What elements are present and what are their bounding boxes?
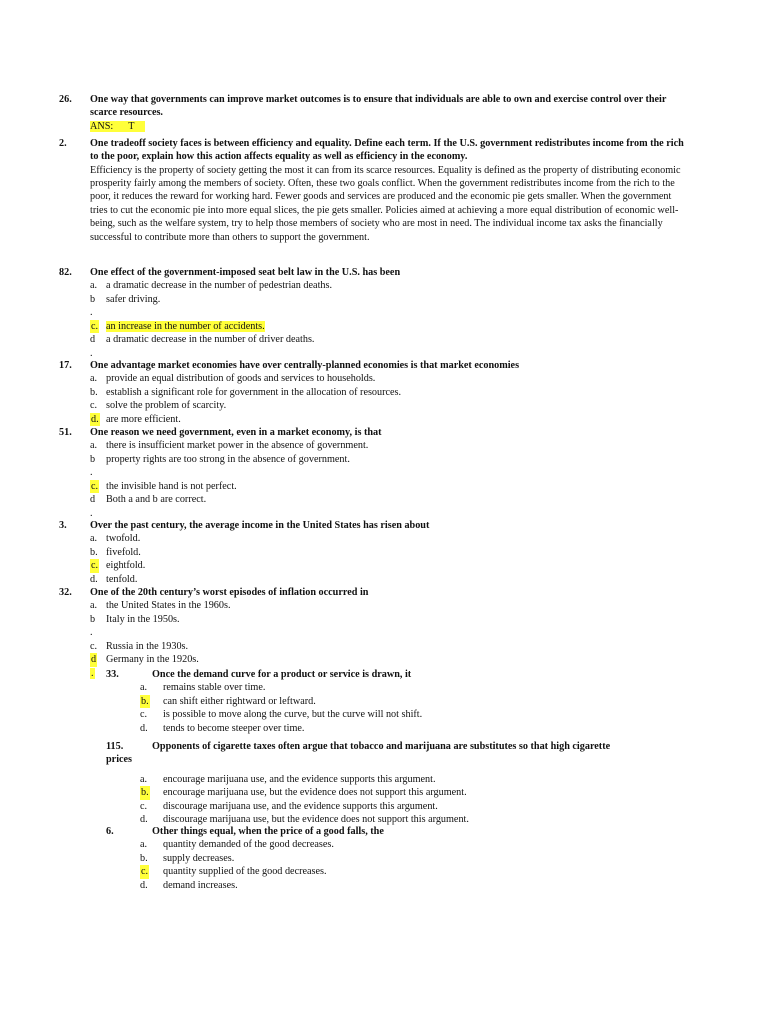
option-d-dot xyxy=(90,667,95,681)
question-stem: Other things equal, when the price of a good falls, the xyxy=(152,826,384,837)
option-b-dot xyxy=(90,306,689,320)
option-c-correct xyxy=(140,865,686,879)
option-letter: c. xyxy=(91,320,99,332)
options-list xyxy=(140,681,686,735)
option-letter: b. xyxy=(90,386,98,398)
option-letter: c. xyxy=(90,640,98,652)
option-d xyxy=(90,493,689,507)
question-51 xyxy=(59,426,689,520)
option-text: establish a significant role for government in the allocation of resources. xyxy=(106,386,402,398)
option-a xyxy=(140,773,686,787)
option-b xyxy=(90,546,689,560)
option-letter: b. xyxy=(141,695,149,707)
question-17 xyxy=(59,359,689,426)
question-number: 115. xyxy=(106,741,124,752)
option-letter: b xyxy=(90,293,96,305)
option-a xyxy=(90,372,689,386)
options-list xyxy=(90,439,689,520)
option-text: can shift either rightward or leftward. xyxy=(163,695,316,707)
option-letter: . xyxy=(90,347,93,359)
question-stem: One of the 20th century’s worst episodes of inflation occurred in xyxy=(90,587,369,598)
options-list xyxy=(140,773,686,827)
option-text: is possible to move along the curve, but the curve will not shift. xyxy=(163,709,423,721)
options-list xyxy=(90,372,689,426)
option-text: safer driving. xyxy=(106,293,161,305)
question-number: 82. xyxy=(59,267,72,278)
option-c xyxy=(140,708,686,722)
option-letter: . xyxy=(90,507,93,519)
question-number: 33. xyxy=(106,669,119,680)
question-number: 6. xyxy=(106,826,114,837)
option-a xyxy=(90,599,689,613)
option-text: fivefold. xyxy=(106,546,141,558)
option-c-correct xyxy=(90,480,689,494)
option-text: an increase in the number of accidents. xyxy=(106,320,265,332)
question-stem: Opponents of cigarette taxes often argue that tobacco and marijuana are substitutes so that high cigarette xyxy=(152,741,611,752)
options-list xyxy=(90,599,689,667)
option-text: Germany in the 1920s. xyxy=(106,654,199,666)
option-text: encourage marijuana use, and the evidence supports this argument. xyxy=(163,773,436,785)
option-b-correct xyxy=(140,786,686,800)
option-text: tends to become steeper over time. xyxy=(163,722,305,734)
option-letter: b. xyxy=(90,546,98,558)
question-stem: One way that governments can improve market outcomes is to ensure that individuals are able to own and exercise control over their scarce resources. xyxy=(90,94,667,119)
question-82 xyxy=(59,266,689,360)
option-c xyxy=(90,640,689,654)
option-a xyxy=(90,532,689,546)
question-26 xyxy=(59,93,689,133)
question-number: 17. xyxy=(59,360,72,371)
question-stem: One advantage market economies have over centrally-planned economies is that market economies xyxy=(90,360,520,371)
option-text: a dramatic decrease in the number of driver deaths. xyxy=(106,334,315,346)
option-letter: . xyxy=(90,627,93,639)
option-letter: c. xyxy=(91,480,99,492)
question-stem: Over the past century, the average income in the United States has risen about xyxy=(90,520,430,531)
option-b-dot xyxy=(90,466,689,480)
option-text: supply decreases. xyxy=(163,852,235,864)
options-list xyxy=(90,279,689,360)
question-33 xyxy=(106,668,686,735)
option-letter: . xyxy=(90,307,93,319)
option-text: quantity supplied of the good decreases. xyxy=(163,866,327,878)
option-letter: d. xyxy=(91,413,99,425)
option-text: property rights are too strong in the absence of government. xyxy=(106,453,350,465)
option-text: are more efficient. xyxy=(106,413,181,425)
question-stem: One tradeoff society faces is between efficiency and equality. Define each term. If the U.S. government redistributes income from the rich to the poor, explain how this action affects equality as well as efficiency in the economy. xyxy=(90,138,684,163)
option-text: demand increases. xyxy=(163,879,238,891)
question-number: 51. xyxy=(59,427,72,438)
option-text: discourage marijuana use, and the evidence supports this argument. xyxy=(163,800,438,812)
option-letter: . xyxy=(90,467,93,479)
option-letter: a. xyxy=(90,440,98,452)
question-number: 26. xyxy=(59,94,72,105)
option-letter: c. xyxy=(140,709,148,721)
option-text: solve the problem of scarcity. xyxy=(106,400,227,412)
option-text: discourage marijuana use, but the evidence does not support this argument. xyxy=(163,814,469,826)
option-text: a dramatic decrease in the number of pedestrian deaths. xyxy=(106,280,333,292)
option-letter: d xyxy=(90,334,96,346)
option-a xyxy=(140,838,686,852)
option-b-dot xyxy=(90,626,689,640)
option-letter: c. xyxy=(140,800,148,812)
option-letter: d. xyxy=(140,722,148,734)
option-a xyxy=(90,439,689,453)
option-text: there is insufficient market power in the absence of government. xyxy=(106,440,369,452)
option-letter: d. xyxy=(140,879,148,891)
option-text: quantity demanded of the good decreases. xyxy=(163,839,334,851)
option-letter: b. xyxy=(140,852,148,864)
option-letter: d. xyxy=(140,814,148,826)
option-text: twofold. xyxy=(106,533,141,545)
option-b xyxy=(140,852,686,866)
question-number: 2. xyxy=(59,138,67,149)
option-letter: d xyxy=(90,494,96,506)
option-c-correct xyxy=(90,320,689,334)
option-text: provide an equal distribution of goods and services to households. xyxy=(106,373,376,385)
option-text: encourage marijuana use, but the evidence does not support this argument. xyxy=(163,787,467,799)
option-b-correct xyxy=(140,695,686,709)
option-letter: c. xyxy=(90,400,98,412)
option-d-correct xyxy=(90,413,689,427)
option-letter: a. xyxy=(90,373,98,385)
option-letter: . xyxy=(91,668,94,679)
option-letter: a. xyxy=(140,682,148,694)
option-c-correct xyxy=(90,559,689,573)
option-letter: c. xyxy=(141,866,149,878)
option-c xyxy=(140,800,686,814)
answer-key: ANS: T xyxy=(90,121,145,132)
option-letter: d. xyxy=(90,573,98,585)
question-6 xyxy=(106,825,686,892)
question-115 xyxy=(106,740,686,827)
question-stem: One effect of the government-imposed seat belt law in the U.S. has been xyxy=(90,267,401,278)
option-text: Both a and b are correct. xyxy=(106,494,207,506)
option-letter: b xyxy=(90,453,96,465)
option-d xyxy=(90,573,689,587)
option-c xyxy=(90,399,689,413)
options-list xyxy=(90,532,689,586)
question-stem: Once the demand curve for a product or service is drawn, it xyxy=(152,669,412,680)
question-2 xyxy=(59,137,689,244)
option-d xyxy=(140,879,686,893)
option-a xyxy=(90,279,689,293)
option-d xyxy=(90,333,689,347)
question-number: 3. xyxy=(59,520,67,531)
option-letter: c. xyxy=(91,560,99,572)
option-b xyxy=(90,453,689,467)
option-text: remains stable over time. xyxy=(163,682,266,694)
option-letter: b. xyxy=(141,787,149,799)
question-3 xyxy=(59,519,689,586)
option-text: tenfold. xyxy=(106,573,138,585)
option-text: the United States in the 1960s. xyxy=(106,600,231,612)
option-d-correct xyxy=(90,653,689,667)
option-text: Russia in the 1930s. xyxy=(106,640,189,652)
option-letter: a. xyxy=(90,280,98,292)
question-stem-continued: prices xyxy=(106,754,133,766)
option-letter: a. xyxy=(90,533,98,545)
option-b xyxy=(90,613,689,627)
option-b xyxy=(90,386,689,400)
essay-answer: Efficiency is the property of society getting the most it can from its scarce resources. Equality is defined as the property of distributing economic prosperity fairly among the members of society. Often, these two goals conflict. When the government redistributes income from the rich to the poor, it reduces the reward for working hard. Fewer goods and services are produced and the economic pie gets smaller. When the government tries to cut the economic pie into more equal slices, the pie gets smaller. Policies aimed at achieving a more equal distribution of economic well-being, such as the welfare system, try to help those members of society who are most in need. The individual income tax asks the financially successful to contribute more than others to support the government. xyxy=(90,164,681,243)
option-a xyxy=(140,681,686,695)
option-text: eightfold. xyxy=(106,560,146,572)
option-letter: a. xyxy=(140,839,148,851)
option-d xyxy=(140,722,686,736)
option-text: Italy in the 1950s. xyxy=(106,613,180,625)
question-32 xyxy=(59,586,689,667)
options-list xyxy=(140,838,686,892)
question-stem: One reason we need government, even in a market economy, is that xyxy=(90,427,382,438)
option-letter: b xyxy=(90,613,96,625)
question-number: 32. xyxy=(59,587,72,598)
option-letter: a. xyxy=(140,773,148,785)
option-b xyxy=(90,293,689,307)
option-letter: d xyxy=(91,654,97,666)
option-letter: a. xyxy=(90,600,98,612)
option-text: the invisible hand is not perfect. xyxy=(106,480,237,492)
